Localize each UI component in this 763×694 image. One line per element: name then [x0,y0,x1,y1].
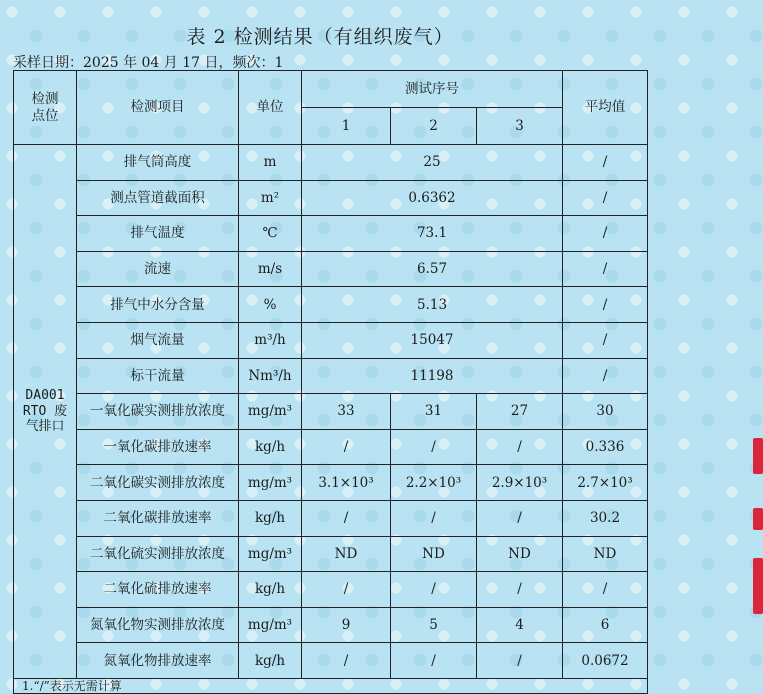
item-cell: 一氧化碳实测排放浓度 [77,394,239,430]
value-cell-3: ND [477,536,563,572]
value-cell-3: 27 [477,394,563,430]
item-cell: 测点管道截面积 [77,180,239,216]
table-row [14,251,648,287]
item-cell: 排气筒高度 [77,145,239,181]
value-cell-1: 3.1×10³ [302,465,391,501]
value-cell-3: / [477,572,563,608]
red-stamp-fragment [753,558,763,614]
average-cell: 30 [563,394,648,430]
item-cell: 氮氧化物实测排放浓度 [77,607,239,643]
header-test-3: 3 [477,108,563,145]
unit-cell: kg/h [239,572,302,608]
unit-cell: mg/m³ [239,607,302,643]
item-cell: 标干流量 [77,358,239,394]
red-stamp-fragment [753,508,763,530]
value-cell: 25 [302,145,563,181]
value-cell-2: 31 [391,394,477,430]
value-cell: 6.57 [302,251,563,287]
average-cell: / [563,180,648,216]
table-row [14,287,648,323]
value-cell-3: / [477,643,563,679]
value-cell: 73.1 [302,216,563,252]
item-cell: 烟气流量 [77,322,239,358]
table-row [14,607,648,643]
value-cell: 5.13 [302,287,563,323]
unit-cell: m³/h [239,322,302,358]
table-row [14,145,648,181]
average-cell: / [563,145,648,181]
value-cell: 0.6362 [302,180,563,216]
results-table [13,70,648,694]
table-row [14,465,648,501]
table-row [14,500,648,536]
sampling-info: 采样日期：2025 年 04 月 17 日，频次：1 [13,55,284,71]
average-cell: 2.7×10³ [563,465,648,501]
value-cell-1: ND [302,536,391,572]
value-cell-3: 4 [477,607,563,643]
average-cell: / [563,358,648,394]
footnote: 1.“/”表示无需计算 [14,678,648,693]
average-cell: 30.2 [563,500,648,536]
unit-cell: mg/m³ [239,394,302,430]
footnote-row [14,678,648,693]
unit-cell: m² [239,180,302,216]
table-row [14,536,648,572]
unit-cell: mg/m³ [239,536,302,572]
red-stamp-fragment [753,438,763,474]
value-cell-2: ND [391,536,477,572]
item-cell: 一氧化碳排放速率 [77,429,239,465]
table-row [14,322,648,358]
value-cell-2: / [391,643,477,679]
unit-cell: ℃ [239,216,302,252]
table-row [14,358,648,394]
unit-cell: Nm³/h [239,358,302,394]
average-cell: / [563,251,648,287]
value-cell-1: / [302,500,391,536]
value-cell-3: / [477,429,563,465]
table-row [14,394,648,430]
unit-cell: m [239,145,302,181]
item-cell: 氮氧化物排放速率 [77,643,239,679]
average-cell: / [563,216,648,252]
unit-cell: kg/h [239,643,302,679]
item-cell: 排气温度 [77,216,239,252]
average-cell: 0.336 [563,429,648,465]
table-row [14,572,648,608]
value-cell-1: / [302,429,391,465]
table-row [14,180,648,216]
header-test-1: 1 [302,108,391,145]
value-cell-3: 2.9×10³ [477,465,563,501]
table-row [14,429,648,465]
average-cell: / [563,322,648,358]
value-cell-1: 33 [302,394,391,430]
item-cell: 流速 [77,251,239,287]
value-cell-1: / [302,643,391,679]
value-cell: 15047 [302,322,563,358]
value-cell: 11198 [302,358,563,394]
unit-cell: kg/h [239,500,302,536]
table-title: 表 2 检测结果（有组织废气） [186,26,454,48]
item-cell: 二氧化硫排放速率 [77,572,239,608]
value-cell-1: / [302,572,391,608]
unit-cell: mg/m³ [239,465,302,501]
value-cell-2: / [391,572,477,608]
header-test-number: 测试序号 [302,71,563,108]
item-cell: 排气中水分含量 [77,287,239,323]
value-cell-2: 5 [391,607,477,643]
average-cell: 6 [563,607,648,643]
value-cell-2: 2.2×10³ [391,465,477,501]
average-cell: / [563,572,648,608]
average-cell: ND [563,536,648,572]
value-cell-3: / [477,500,563,536]
sampling-point-cell: DA001 RTO 废 气排口 [14,145,77,679]
unit-cell: kg/h [239,429,302,465]
average-cell: / [563,287,648,323]
item-cell: 二氧化硫实测排放浓度 [77,536,239,572]
item-cell: 二氧化碳实测排放浓度 [77,465,239,501]
header-unit: 单位 [239,71,302,145]
header-item: 检测项目 [77,71,239,145]
value-cell-2: / [391,500,477,536]
header-test-2: 2 [391,108,477,145]
value-cell-1: 9 [302,607,391,643]
value-cell-2: / [391,429,477,465]
table-row [14,216,648,252]
unit-cell: m/s [239,251,302,287]
header-average: 平均值 [563,71,648,145]
header-point: 检测 点位 [14,71,77,145]
item-cell: 二氧化碳排放速率 [77,500,239,536]
unit-cell: % [239,287,302,323]
average-cell: 0.0672 [563,643,648,679]
table-row [14,643,648,679]
